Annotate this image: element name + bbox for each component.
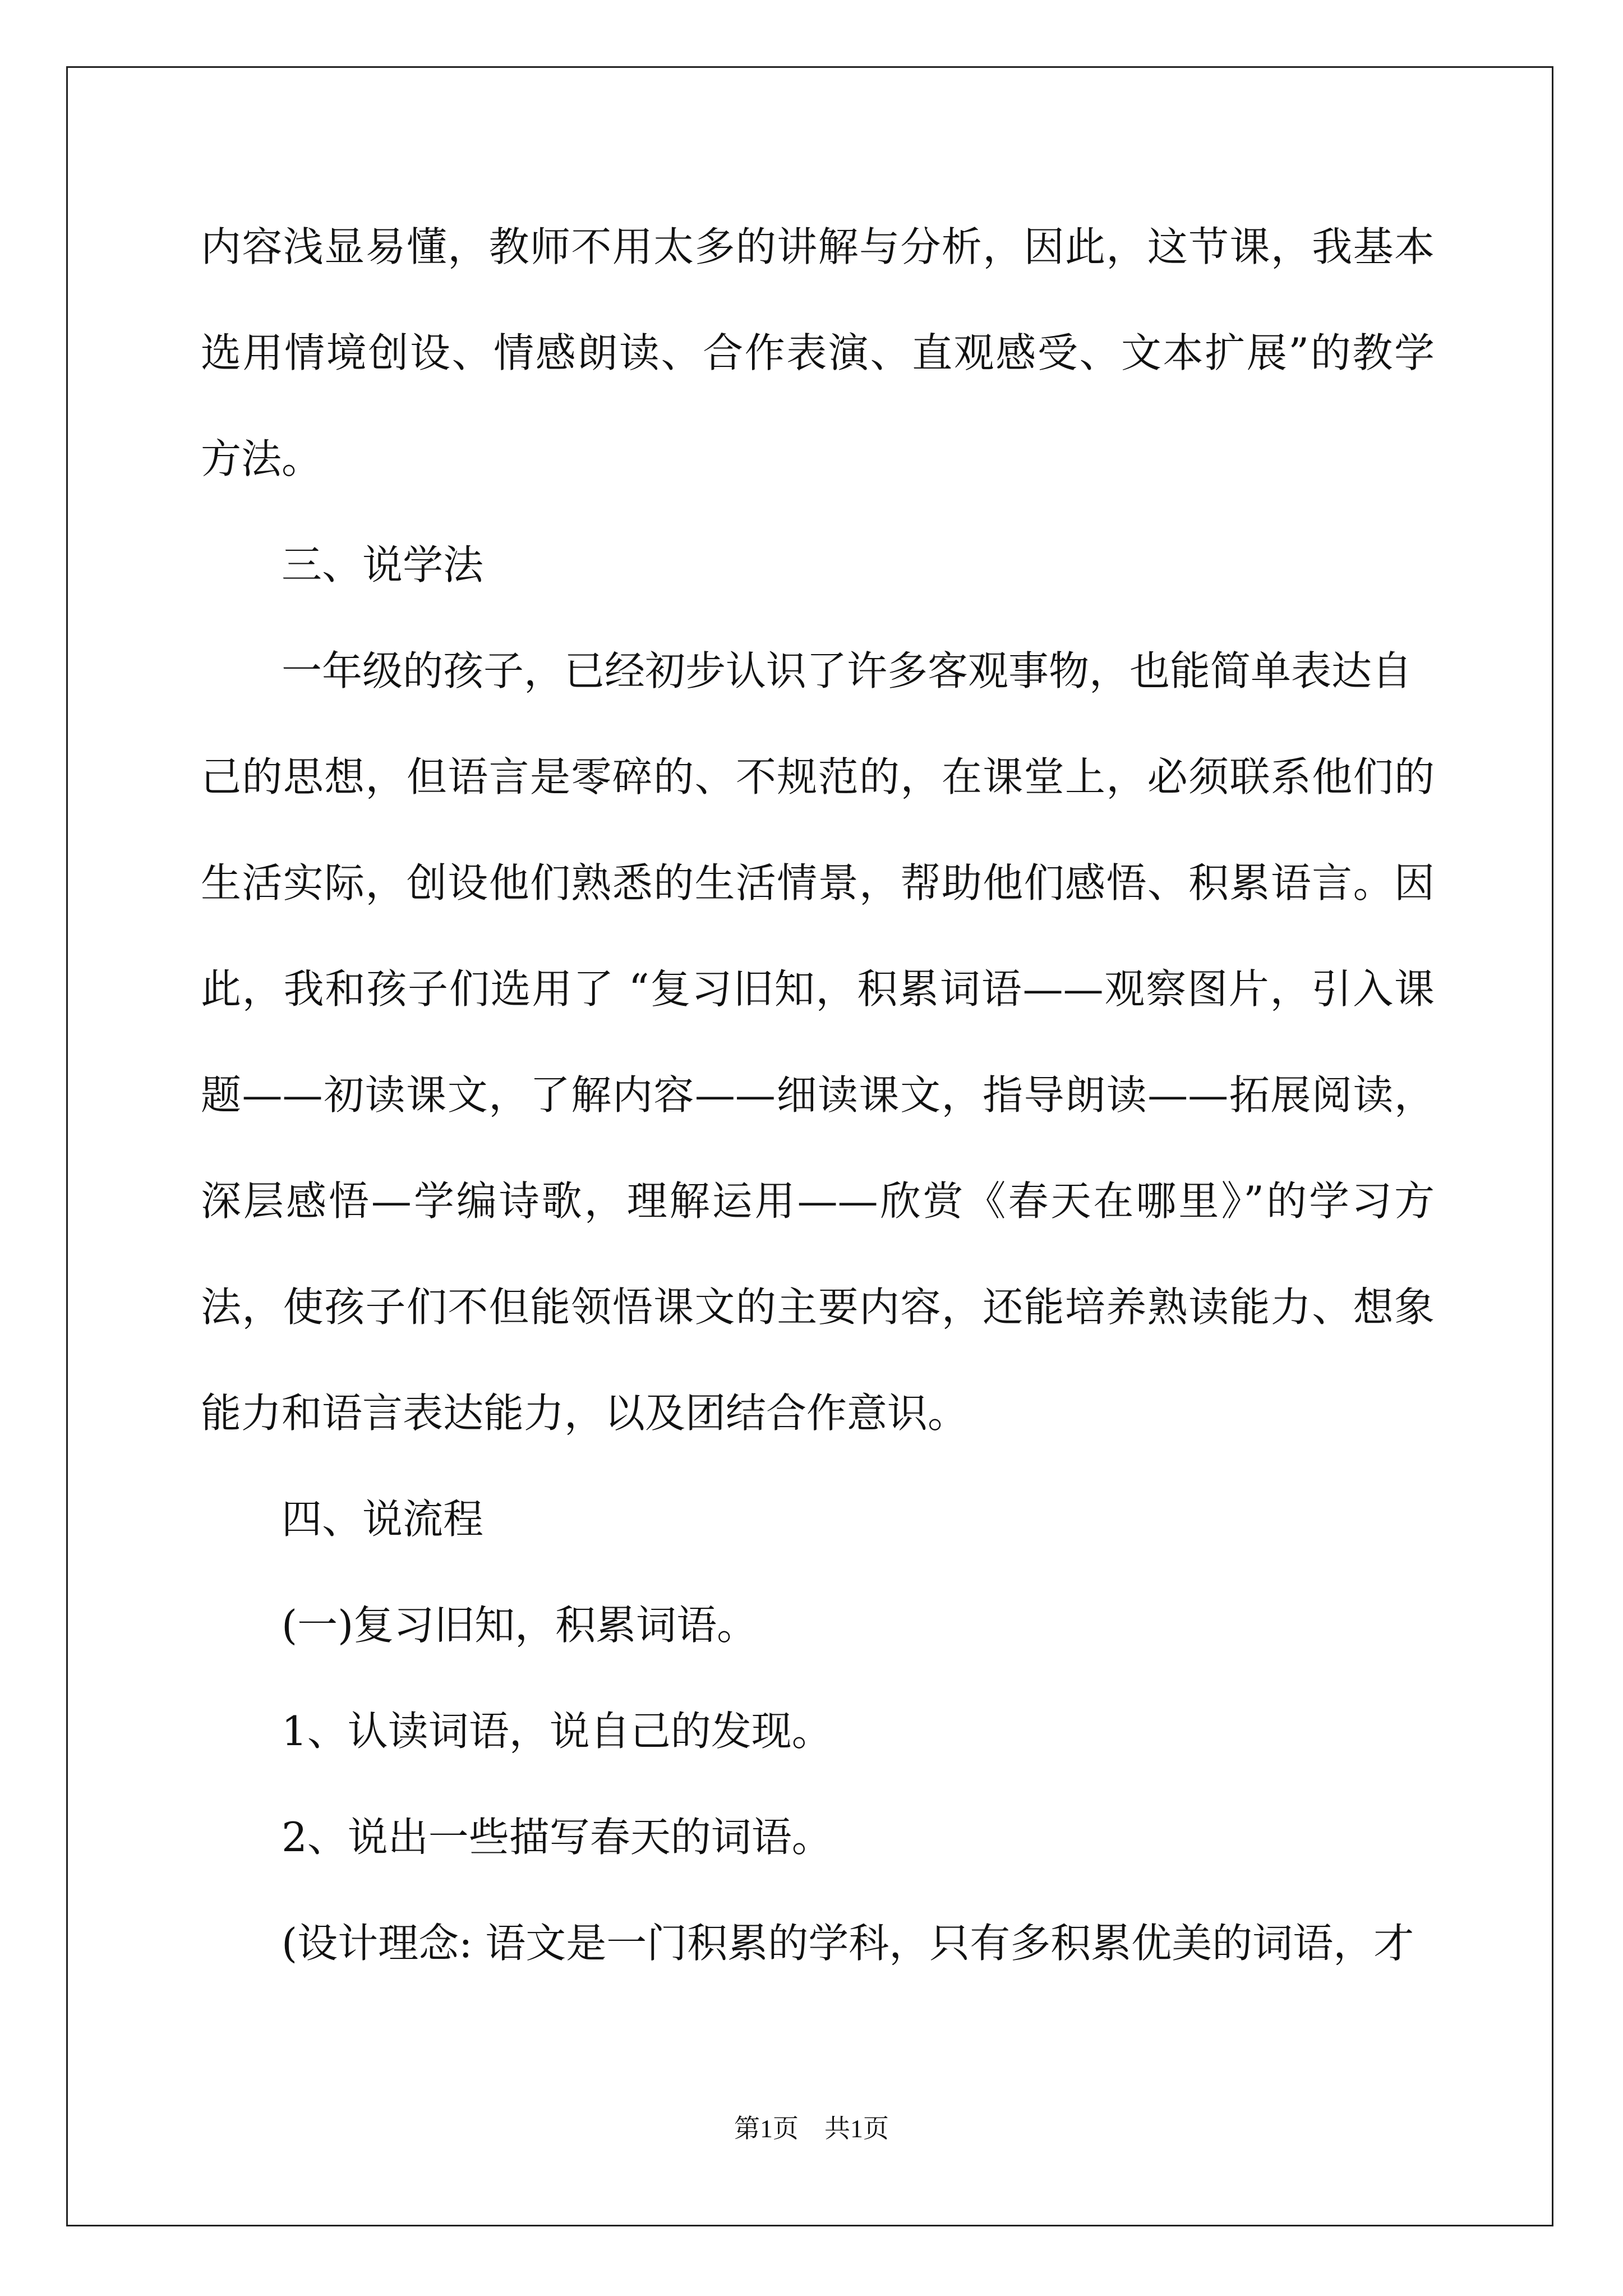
text-line: 生活实际，创设他们熟悉的生活情景，帮助他们感悟、积累语言。因: [201, 859, 1435, 907]
text-line: 此，我和孩子们选用了 “复习旧知，积累词语——观察图片，引入课: [201, 965, 1435, 1013]
text-line: 一年级的孩子，已经初步认识了许多客观事物，也能简单表达自: [282, 647, 1413, 694]
section-heading: 四、说流程: [282, 1496, 484, 1543]
text-line: 选用情境创设、情感朗读、合作表演、直观感受、文本扩展”的教学: [201, 329, 1435, 376]
page-border: [66, 66, 1553, 2226]
list-item: 2、说出一些描写春天的词语。: [282, 1814, 832, 1861]
text-line: 题——初读课文，了解内容——细读课文，指导朗读——拓展阅读，: [201, 1071, 1435, 1119]
text-line: 能力和语言表达能力，以及团结合作意识。: [201, 1389, 969, 1437]
section-heading: 三、说学法: [282, 541, 484, 588]
text-line: 方法。: [201, 435, 322, 482]
list-item: 1、认读词语，说自己的发现。: [282, 1708, 832, 1755]
text-line: (设计理念: 语文是一门积累的学科，只有多积累优美的词语，才: [282, 1920, 1414, 1967]
text-line: 己的思想，但语言是零碎的、不规范的，在课堂上，必须联系他们的: [201, 753, 1435, 800]
text-line: 深层感悟—学编诗歌，理解运用——欣赏《春天在哪里》”的学习方: [201, 1177, 1435, 1225]
text-line: 法，使孩子们不但能领悟课文的主要内容，还能培养熟读能力、想象: [201, 1283, 1435, 1331]
subsection-heading: (一)复习旧知，积累词语。: [282, 1602, 758, 1649]
page-number-footer: 第1页 共1页: [734, 2114, 889, 2143]
text-line: 内容浅显易懂，教师不用太多的讲解与分析，因此，这节课，我基本: [201, 223, 1435, 270]
